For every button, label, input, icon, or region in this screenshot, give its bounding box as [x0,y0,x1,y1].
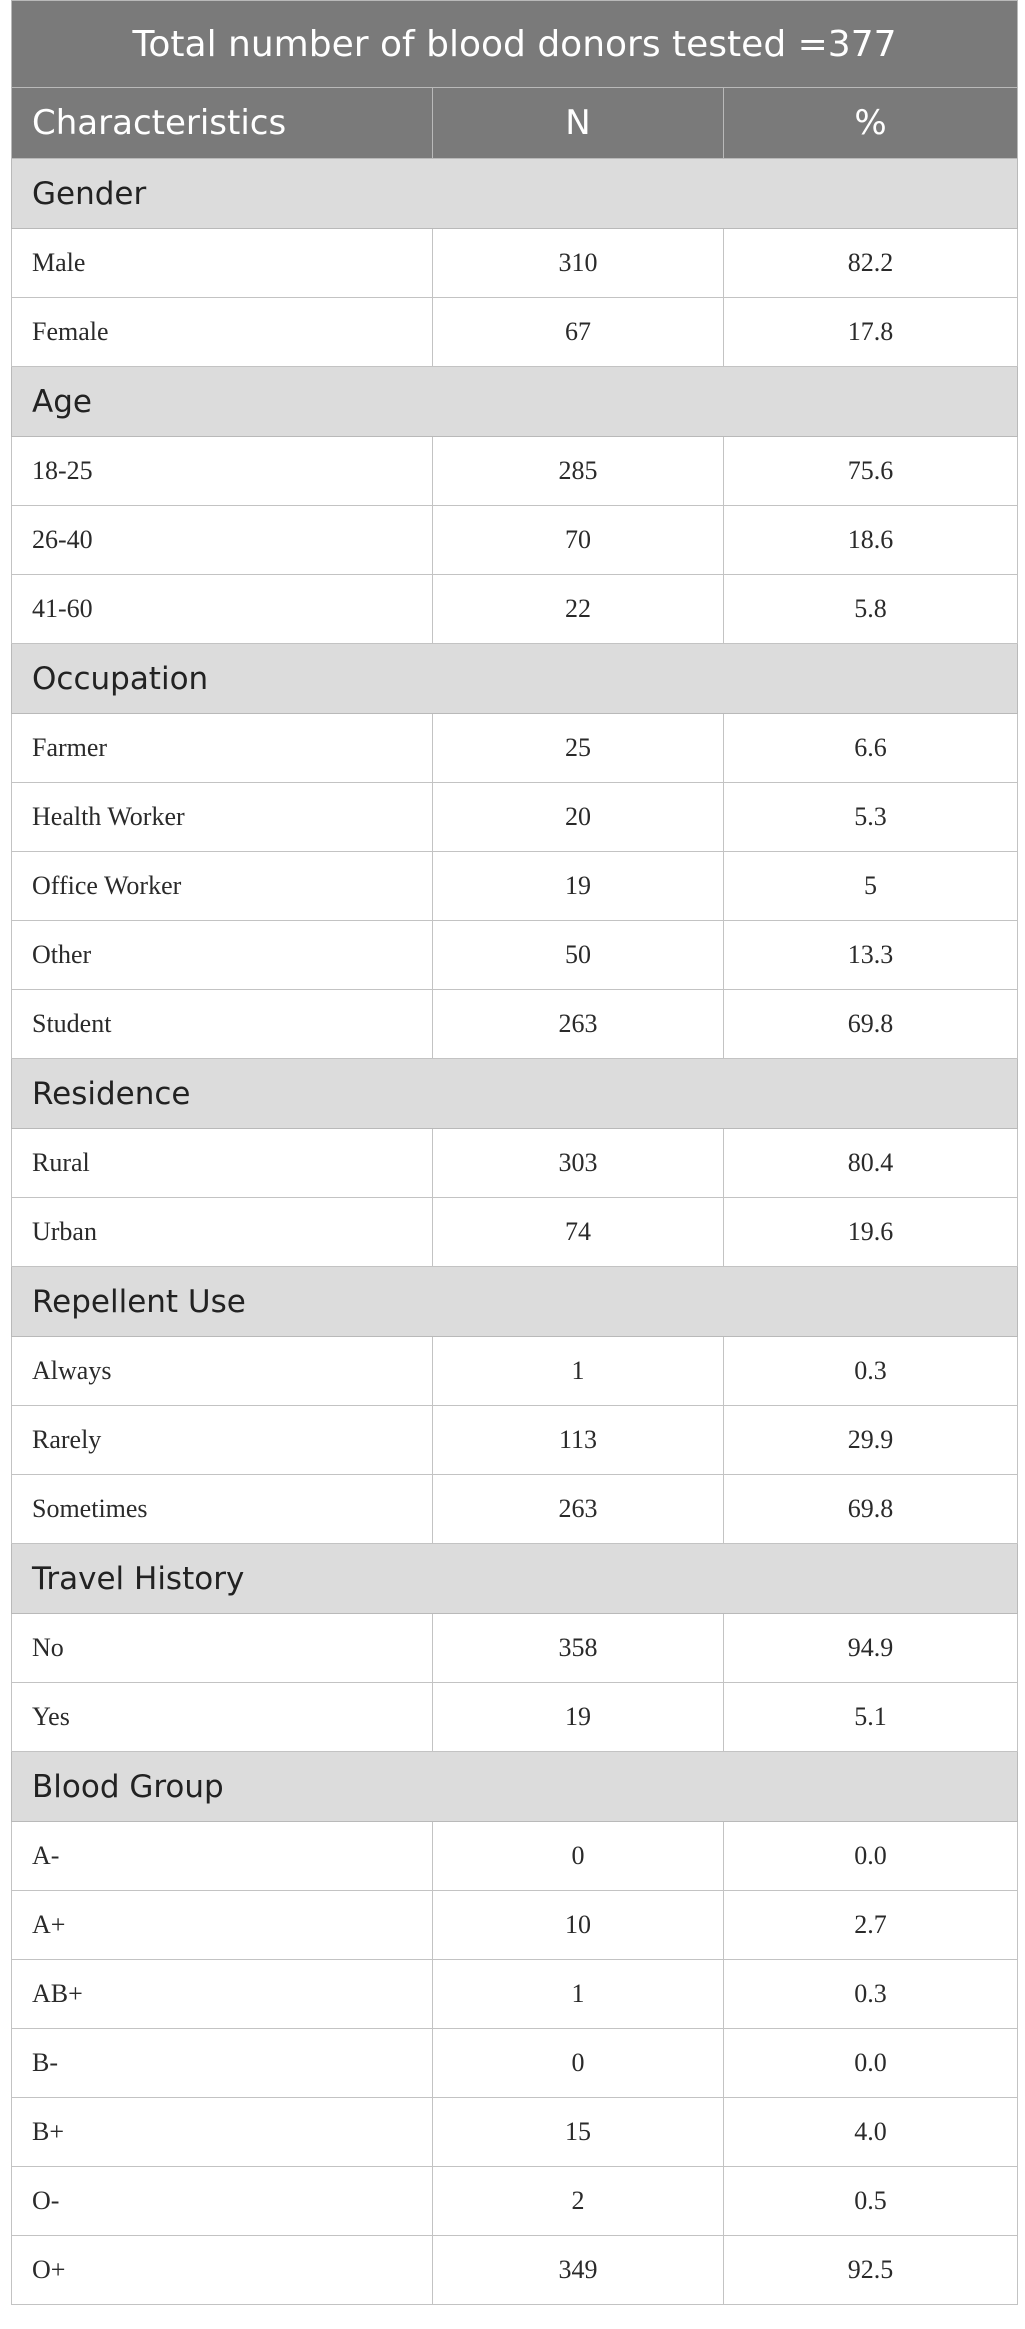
row-percent-cell: 69.8 [724,1475,1018,1544]
section-row [12,644,1018,714]
row-label-cell: B+ [12,2098,433,2167]
row-count-cell: 22 [433,575,724,644]
table-row [12,1891,1018,1960]
row-percent-cell: 4.0 [724,2098,1018,2167]
row-label-cell: O- [12,2167,433,2236]
row-count-cell: 19 [433,852,724,921]
table-row [12,2167,1018,2236]
row-label-cell: B- [12,2029,433,2098]
section-heading: Occupation [12,644,1018,714]
row-label-cell: Sometimes [12,1475,433,1544]
section-heading: Repellent Use [12,1267,1018,1337]
table-row [12,1960,1018,2029]
row-label-cell: Other [12,921,433,990]
table-row [12,921,1018,990]
row-label-cell: AB+ [12,1960,433,2029]
table-row [12,437,1018,506]
row-label-cell: Farmer [12,714,433,783]
row-count-cell: 358 [433,1614,724,1683]
row-label-cell: Student [12,990,433,1059]
row-count-cell: 349 [433,2236,724,2305]
row-count-cell: 1 [433,1960,724,2029]
row-label-cell: 41-60 [12,575,433,644]
row-percent-cell: 19.6 [724,1198,1018,1267]
table-title: Total number of blood donors tested =377 [12,1,1018,88]
row-percent-cell: 0.0 [724,2029,1018,2098]
row-percent-cell: 80.4 [724,1129,1018,1198]
table-row [12,2098,1018,2167]
row-count-cell: 15 [433,2098,724,2167]
section-row [12,1267,1018,1337]
column-header-characteristics: Characteristics [12,88,433,159]
donor-characteristics-table-container [11,0,1017,2305]
row-percent-cell: 82.2 [724,229,1018,298]
row-count-cell: 25 [433,714,724,783]
row-percent-cell: 5.3 [724,783,1018,852]
row-label-cell: O+ [12,2236,433,2305]
row-count-cell: 1 [433,1337,724,1406]
table-row [12,1475,1018,1544]
row-percent-cell: 92.5 [724,2236,1018,2305]
table-row [12,2236,1018,2305]
table-row [12,1406,1018,1475]
row-percent-cell: 6.6 [724,714,1018,783]
row-count-cell: 2 [433,2167,724,2236]
section-row [12,1544,1018,1614]
section-row [12,1752,1018,1822]
table-row [12,1337,1018,1406]
row-label-cell: Office Worker [12,852,433,921]
table-row [12,990,1018,1059]
row-percent-cell: 94.9 [724,1614,1018,1683]
section-row [12,159,1018,229]
row-count-cell: 303 [433,1129,724,1198]
table-row [12,2029,1018,2098]
section-row [12,1059,1018,1129]
row-percent-cell: 17.8 [724,298,1018,367]
table-row [12,575,1018,644]
table-row [12,298,1018,367]
row-percent-cell: 13.3 [724,921,1018,990]
table-title-row [12,1,1018,88]
row-label-cell: Always [12,1337,433,1406]
row-percent-cell: 0.5 [724,2167,1018,2236]
row-count-cell: 263 [433,990,724,1059]
table-row [12,714,1018,783]
row-label-cell: Urban [12,1198,433,1267]
row-count-cell: 20 [433,783,724,852]
row-count-cell: 67 [433,298,724,367]
section-heading: Age [12,367,1018,437]
row-percent-cell: 0.0 [724,1822,1018,1891]
row-label-cell: Health Worker [12,783,433,852]
row-count-cell: 0 [433,2029,724,2098]
column-header-row [12,88,1018,159]
row-label-cell: Female [12,298,433,367]
row-label-cell: No [12,1614,433,1683]
row-count-cell: 70 [433,506,724,575]
table-row [12,1129,1018,1198]
table-row [12,1614,1018,1683]
table-row [12,1198,1018,1267]
section-heading: Travel History [12,1544,1018,1614]
row-count-cell: 50 [433,921,724,990]
row-label-cell: 26-40 [12,506,433,575]
row-percent-cell: 18.6 [724,506,1018,575]
row-count-cell: 0 [433,1822,724,1891]
row-count-cell: 285 [433,437,724,506]
section-heading: Gender [12,159,1018,229]
section-heading: Blood Group [12,1752,1018,1822]
row-label-cell: Rural [12,1129,433,1198]
row-label-cell: 18-25 [12,437,433,506]
row-count-cell: 113 [433,1406,724,1475]
row-percent-cell: 69.8 [724,990,1018,1059]
row-label-cell: Male [12,229,433,298]
row-count-cell: 310 [433,229,724,298]
table-body [12,159,1018,2305]
row-percent-cell: 0.3 [724,1960,1018,2029]
column-header-n: N [433,88,724,159]
table-row [12,852,1018,921]
table-row [12,229,1018,298]
row-label-cell: Yes [12,1683,433,1752]
table-row [12,506,1018,575]
table-row [12,1683,1018,1752]
row-label-cell: A+ [12,1891,433,1960]
row-percent-cell: 5 [724,852,1018,921]
row-percent-cell: 5.1 [724,1683,1018,1752]
row-percent-cell: 0.3 [724,1337,1018,1406]
row-count-cell: 19 [433,1683,724,1752]
row-count-cell: 74 [433,1198,724,1267]
row-count-cell: 10 [433,1891,724,1960]
row-percent-cell: 29.9 [724,1406,1018,1475]
section-row [12,367,1018,437]
table-row [12,1822,1018,1891]
donor-characteristics-table [11,0,1018,2305]
row-count-cell: 263 [433,1475,724,1544]
table-row [12,783,1018,852]
row-percent-cell: 5.8 [724,575,1018,644]
row-label-cell: Rarely [12,1406,433,1475]
section-heading: Residence [12,1059,1018,1129]
column-header-percent: % [724,88,1018,159]
row-label-cell: A- [12,1822,433,1891]
row-percent-cell: 2.7 [724,1891,1018,1960]
row-percent-cell: 75.6 [724,437,1018,506]
